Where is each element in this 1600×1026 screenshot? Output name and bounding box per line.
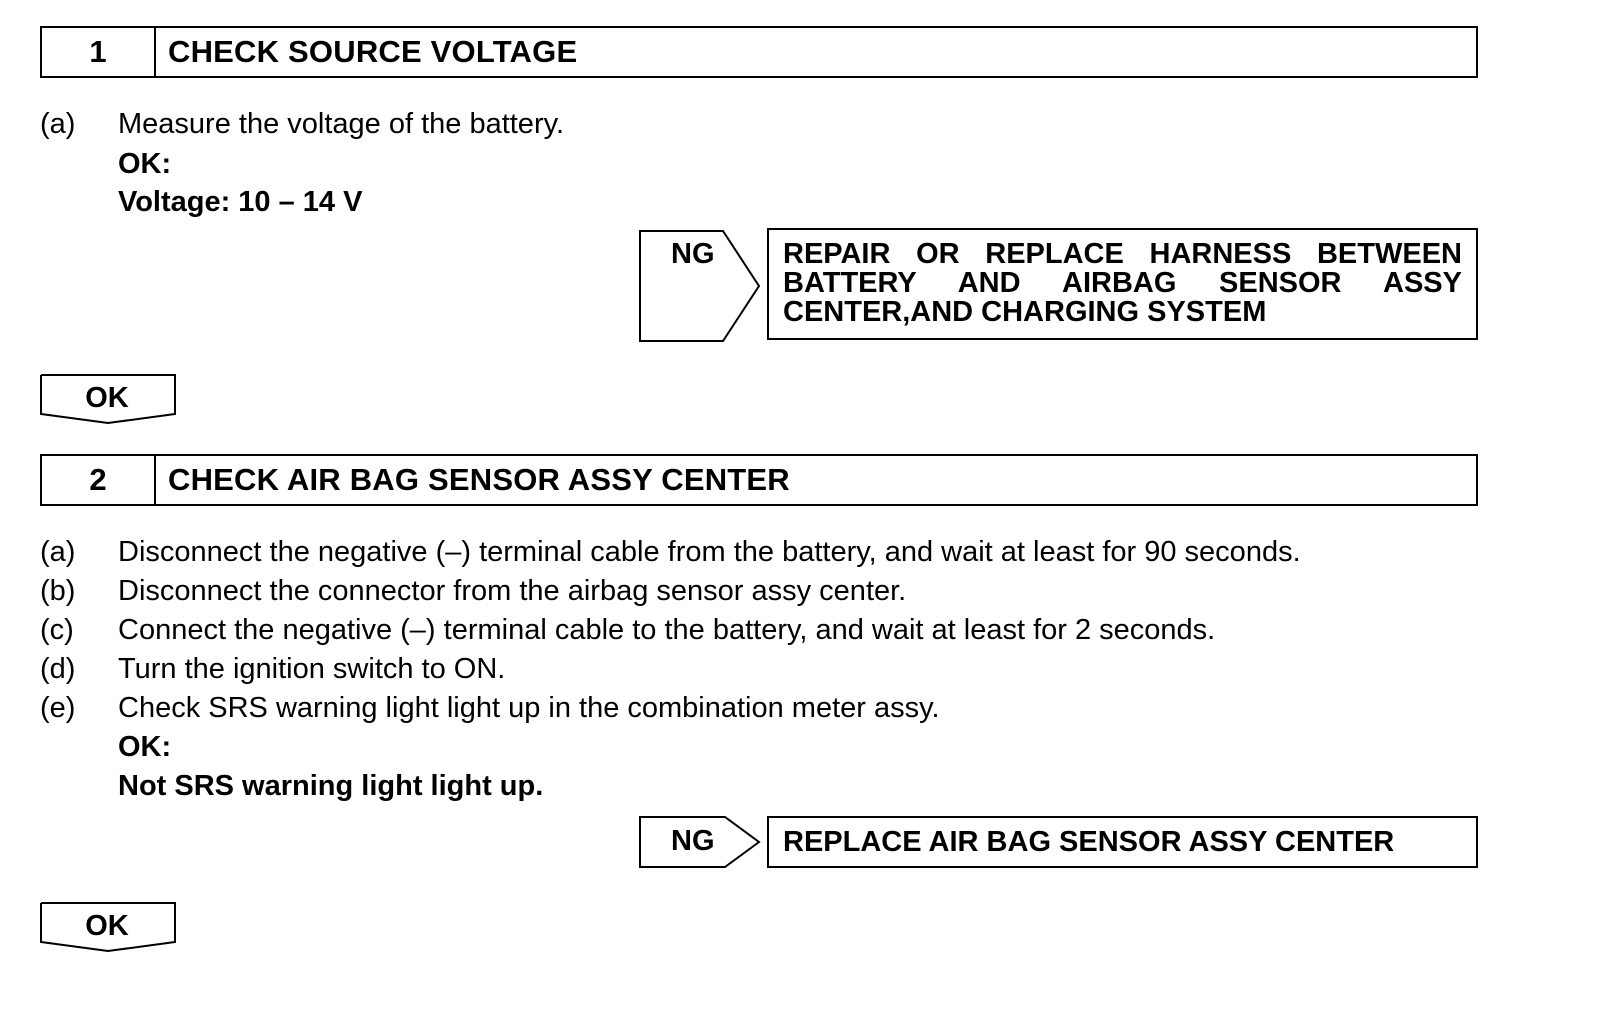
step-1-ok-tag — [40, 374, 176, 426]
item-label: (c) — [40, 614, 74, 646]
item-label: (b) — [40, 575, 76, 607]
ok-label: OK — [85, 382, 129, 414]
step-2-ng-indicator — [639, 816, 763, 868]
step-2-item-a — [40, 536, 1540, 570]
step-1-item-a — [40, 108, 1440, 142]
ng-label: NG — [671, 238, 715, 270]
step-1-number: 1 — [42, 28, 156, 76]
step-2-item-c — [40, 614, 1540, 648]
step-1-ng-action: REPAIR OR REPLACE HARNESS BETWEEN BATTERY AND AIRBAG SENSOR ASSY CENTER,AND CHARGING SYSTEM — [767, 228, 1478, 340]
ok-label: OK — [85, 910, 129, 942]
step-2-item-b — [40, 575, 1540, 609]
step-1-ok-condition: Voltage: 10 – 14 V — [118, 186, 363, 218]
step-1-ng-indicator — [639, 230, 763, 342]
item-label: (d) — [40, 653, 76, 685]
step-2-ok-heading: OK: — [118, 731, 172, 763]
step-2-item-e — [40, 692, 1540, 726]
item-label: (e) — [40, 692, 76, 724]
item-text: Check SRS warning light light up in the combination meter assy. — [118, 692, 940, 724]
item-label: (a) — [40, 108, 76, 140]
item-label: (a) — [40, 536, 76, 568]
item-text: Measure the voltage of the battery. — [118, 108, 565, 140]
ng-label: NG — [671, 825, 715, 857]
step-2-item-d — [40, 653, 1540, 687]
item-text: Connect the negative (–) terminal cable to the battery, and wait at least for 2 seconds. — [118, 614, 1216, 646]
step-2-title: CHECK AIR BAG SENSOR ASSY CENTER — [168, 462, 790, 497]
step-1-ok-heading: OK: — [118, 148, 172, 180]
step-2-ok-condition: Not SRS warning light light up. — [118, 770, 544, 802]
step-1-title: CHECK SOURCE VOLTAGE — [168, 34, 578, 69]
item-text: Disconnect the connector from the airbag sensor assy center. — [118, 575, 907, 607]
step-1-header — [40, 26, 1478, 78]
step-2-ok-tag — [40, 902, 176, 954]
step-2-header — [40, 454, 1478, 506]
item-text: Disconnect the negative (–) terminal cable from the battery, and wait at least for 90 seconds. — [118, 536, 1301, 568]
step-2-number: 2 — [42, 456, 156, 504]
step-2-ng-action: REPLACE AIR BAG SENSOR ASSY CENTER — [767, 816, 1478, 868]
item-text: Turn the ignition switch to ON. — [118, 653, 506, 685]
